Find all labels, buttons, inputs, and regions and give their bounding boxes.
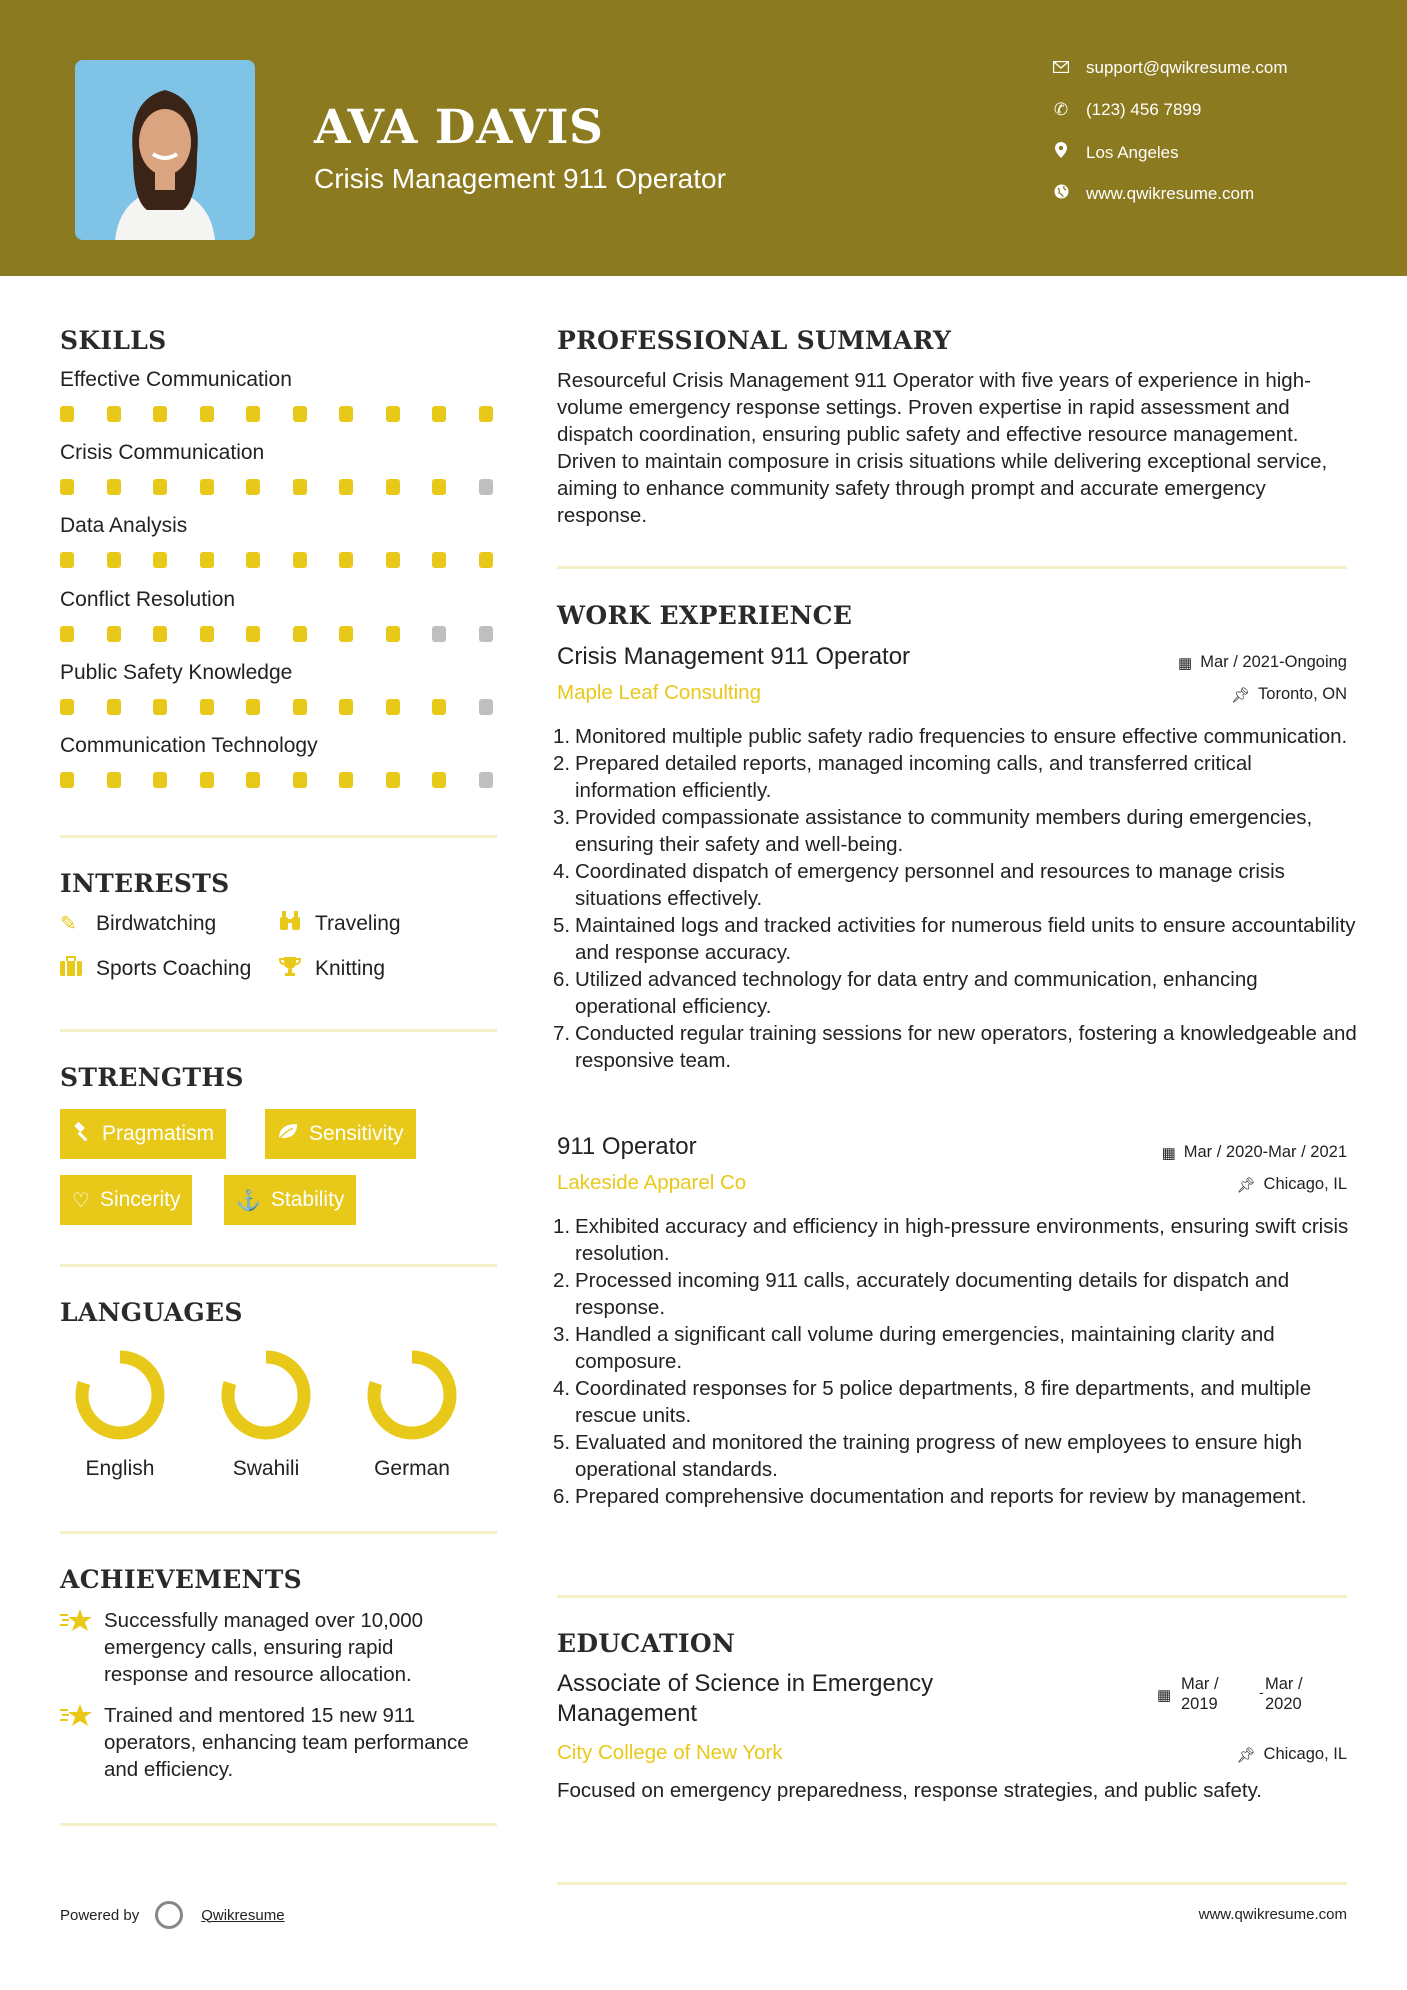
experience-heading: WORK EXPERIENCE [557,601,853,630]
strength-label: Pragmatism [102,1122,215,1145]
rating-dot [200,626,214,642]
contact-phone[interactable] [1050,100,1201,120]
interest-label: Traveling [315,912,401,935]
bullet-number: 4. [553,1377,571,1400]
candidate-title: Crisis Management 911 Operator [314,163,726,194]
bullet-number: 2. [553,1269,571,1292]
skills-heading: SKILLS [60,326,167,355]
footer-website[interactable]: www.qwikresume.com [1198,1906,1347,1923]
job-date-text: Mar / 2020-Mar / 2021 [1183,1143,1347,1161]
interest-item [279,911,401,937]
rating-dot [60,772,74,788]
bullet-text: Maintained logs and tracked activities for numerous field units to ensure accountability and response accuracy. [575,914,1356,964]
rating-dot [339,626,353,642]
rating-dot [153,552,167,568]
skill-rating [60,772,493,788]
rating-dot [479,406,493,422]
strength-badge [60,1175,192,1225]
rating-dot [386,552,400,568]
job-bullet [553,1375,1357,1429]
rating-dot [60,699,74,715]
rating-dot [386,699,400,715]
location-icon [1050,142,1072,163]
strength-badge [60,1109,226,1159]
achievements-heading: ACHIEVEMENTS [60,1565,302,1594]
divider [557,1595,1347,1598]
globe-icon [1050,184,1072,204]
bullet-text: Monitored multiple public safety radio frequencies to ensure effective communication. [575,725,1348,748]
bullet-number: 6. [553,968,571,991]
job-date-text: Mar / 2021-Ongoing [1200,653,1347,671]
bullet-number: 3. [553,806,571,829]
job-bullet [553,1321,1357,1375]
achievement-item [60,1607,480,1688]
contact-email[interactable] [1050,58,1288,78]
bullet-text: Utilized advanced technology for data entry and communication, enhancing operational efficiency. [575,968,1258,1018]
powered-by-text: Powered by [60,1906,140,1924]
language-gauge [72,1347,168,1443]
rating-dot [386,406,400,422]
rating-dot [386,479,400,495]
divider [60,1823,497,1826]
education-degree: Associate of Science in Emergency Management [557,1670,934,1727]
achievement-text: Successfully managed over 10,000 emergency calls, ensuring rapid response and resource allocation. [104,1609,424,1686]
rating-dot [246,406,260,422]
skill-name: Crisis Communication [60,441,265,465]
contact-location-text: Los Angeles [1086,142,1179,162]
pin-icon: 📌︎ [1230,686,1251,704]
rating-dot [432,699,446,715]
education-location [1236,1745,1347,1764]
skill-rating [60,479,493,495]
job-title: 911 Operator [557,1133,697,1160]
envelope-icon [1050,58,1072,78]
calendar-icon: ▦ [1161,1144,1176,1162]
job-bullet [553,804,1357,858]
rating-dot [60,406,74,422]
job-bullets [553,723,1357,1074]
bullet-number: 4. [553,860,571,883]
bullet-text: Coordinated responses for 5 police departments, 8 fire departments, and multiple rescue units. [575,1377,1312,1427]
summary-heading: PROFESSIONAL SUMMARY [557,326,952,355]
rating-dot [339,772,353,788]
interest-item [279,956,385,982]
strength-label: Sincerity [99,1188,181,1211]
rating-dot [293,626,307,642]
language-gauge [218,1347,314,1443]
rating-dot [200,479,214,495]
achievement-text: Trained and mentored 15 new 911 operators, enhancing team performance and efficiency. [104,1704,469,1781]
rating-dot [479,552,493,568]
education-heading: EDUCATION [557,1629,736,1658]
job-bullet [553,966,1357,1020]
job-date [1178,653,1347,672]
education-date-end: Mar / 2020 [1265,1675,1303,1713]
rating-dot [386,626,400,642]
pin-icon: 📌︎ [1236,1176,1256,1194]
contact-email-text: support@qwikresume.com [1086,58,1288,77]
strength-badge [224,1175,356,1225]
language-name: Swahili [232,1457,300,1480]
rating-dot [107,552,121,568]
skill-name: Public Safety Knowledge [60,660,293,684]
language-gauge-arc [374,1357,450,1433]
education-date-start: Mar / 2019 [1181,1675,1219,1713]
rating-dot [386,772,400,788]
bullet-number: 2. [553,752,571,775]
rating-dot [200,552,214,568]
heart-icon: ♡ [72,1189,90,1212]
skill-rating [60,699,493,715]
rating-dot [339,699,353,715]
rating-dot [479,626,493,642]
job-location-text: Chicago, IL [1263,1175,1347,1193]
rating-dot [200,772,214,788]
strength-badge [265,1109,416,1159]
pencil-icon: ✎ [60,913,77,935]
bullet-number: 3. [553,1323,571,1346]
job-date [1162,1143,1347,1162]
interest-label: Birdwatching [96,911,217,935]
rating-dot [200,699,214,715]
contact-phone-text: (123) 456 7899 [1086,100,1202,119]
interest-label: Knitting [315,957,386,980]
divider [557,1882,1347,1885]
rating-dot [432,552,446,568]
profile-photo [75,60,255,240]
language-name: English [85,1457,155,1480]
job-title: Crisis Management 911 Operator [557,643,911,670]
rating-dot [293,552,307,568]
anchor-icon: ⚓ [236,1189,261,1212]
rating-dot [60,552,74,568]
bullet-text: Processed incoming 911 calls, accurately documenting details for dispatch and response. [575,1269,1290,1319]
education-description: Focused on emergency preparedness, response strategies, and public safety. [557,1779,1262,1802]
leaf-icon [277,1122,299,1146]
bullet-text: Evaluated and monitored the training progress of new employees to ensure high operational standards. [575,1431,1303,1481]
rating-dot [246,699,260,715]
language-name: German [374,1457,450,1480]
brand-link[interactable]: Qwikresume [201,1906,285,1924]
calendar-icon: ▦ [1178,654,1193,672]
bullet-text: Prepared comprehensive documentation and reports for review by management. [575,1485,1307,1508]
rating-dot [153,699,167,715]
bullet-number: 5. [553,914,571,937]
strength-label: Sensitivity [309,1122,404,1145]
skill-name: Communication Technology [60,734,318,757]
interest-item [60,911,216,936]
rating-dot [246,626,260,642]
resume-header [0,0,1407,276]
job-bullet [553,912,1357,966]
interests-heading: INTERESTS [60,869,230,898]
rating-dot [432,626,446,642]
rating-dot [432,772,446,788]
divider [60,1029,497,1032]
star-icon [60,1702,104,1783]
language-gauge-arc [82,1357,158,1433]
skill-rating [60,552,493,568]
divider [60,1264,497,1267]
rating-dot [339,552,353,568]
phone-icon: ✆ [1053,100,1069,119]
gavel-icon [72,1121,92,1147]
rating-dot [153,626,167,642]
language-gauge-arc [228,1357,304,1433]
footer-powered-by [60,1901,285,1929]
rating-dot [293,479,307,495]
rating-dot [107,406,121,422]
job-bullet [553,858,1357,912]
date-separator: - [1259,1684,1264,1700]
rating-dot [293,772,307,788]
rating-dot [60,479,74,495]
rating-dot [246,552,260,568]
language-item [357,1347,467,1481]
qwikresume-logo-icon [155,1901,183,1929]
job-bullet [553,1020,1357,1074]
rating-dot [153,479,167,495]
job-location [1231,685,1347,704]
job-bullet [553,1429,1357,1483]
job-location [1236,1175,1347,1194]
rating-dot [479,479,493,495]
briefcase-icon [60,956,86,982]
job-company: Maple Leaf Consulting [557,681,761,704]
rating-dot [339,479,353,495]
job-location-text: Toronto, ON [1258,685,1347,703]
skill-rating [60,626,493,642]
bullet-text: Conducted regular training sessions for new operators, fostering a knowledgeable and responsive team. [575,1022,1357,1072]
bullet-number: 5. [553,1431,571,1454]
job-company: Lakeside Apparel Co [557,1171,747,1194]
language-item [65,1347,175,1481]
bullet-number: 6. [553,1485,571,1508]
divider [557,566,1347,569]
rating-dot [246,772,260,788]
skill-name: Effective Communication [60,368,292,391]
summary-text: Resourceful Crisis Management 911 Operator with five years of experience in high-volume emergency response settings. Proven expertise in rapid assessment and dispatch coordination, ensuring public safety and effective resource management. Driven to maintain composure in crisis situations while delivering exceptional service, aiming to enhance community safety through prompt and accurate emergency response. [557,369,1328,527]
strength-label: Stability [270,1188,345,1211]
rating-dot [107,479,121,495]
strengths-heading: STRENGTHS [60,1063,244,1092]
education-school: City College of New York [557,1741,783,1764]
divider [60,1531,497,1534]
contact-website-text: www.qwikresume.com [1086,184,1255,203]
job-bullet [553,750,1357,804]
trophy-icon [279,956,305,982]
skill-name: Conflict Resolution [60,587,236,611]
candidate-name: AVA DAVIS [314,100,604,155]
rating-dot [479,772,493,788]
rating-dot [200,406,214,422]
pin-icon: 📌︎ [1236,1746,1256,1764]
skill-name: Data Analysis [60,514,188,538]
skill-rating [60,406,493,422]
rating-dot [339,406,353,422]
language-item [211,1347,321,1481]
job-bullet [553,1213,1357,1267]
rating-dot [107,772,121,788]
bullet-number: 1. [553,1215,571,1238]
rating-dot [107,626,121,642]
rating-dot [293,406,307,422]
contact-website[interactable] [1050,184,1254,204]
contact-location [1050,142,1179,163]
job-bullet [553,1483,1357,1510]
rating-dot [246,479,260,495]
rating-dot [153,406,167,422]
bullet-text: Provided compassionate assistance to community members during emergencies, ensuring their safety and well-being. [575,806,1313,856]
bullet-text: Coordinated dispatch of emergency personnel and resources to manage crisis situations effectively. [575,860,1285,910]
bullet-number: 7. [553,1022,571,1045]
calendar-icon: ▦ [1157,1687,1172,1704]
rating-dot [107,699,121,715]
job-bullet [553,723,1357,750]
bullet-text: Handled a significant call volume during emergencies, maintaining clarity and composure. [575,1323,1275,1373]
rating-dot [432,479,446,495]
interest-label: Sports Coaching [96,957,252,980]
interest-item [60,956,251,982]
education-location-text: Chicago, IL [1263,1745,1347,1763]
achievement-item [60,1702,480,1783]
rating-dot [293,699,307,715]
job-bullets [553,1213,1357,1510]
rating-dot [60,626,74,642]
star-icon [60,1607,104,1688]
binoculars-icon [279,911,305,937]
bullet-number: 1. [553,725,571,748]
rating-dot [153,772,167,788]
bullet-text: Prepared detailed reports, managed incoming calls, and transferred critical information efficiently. [575,752,1252,802]
rating-dot [432,406,446,422]
language-gauge [364,1347,460,1443]
rating-dot [479,699,493,715]
divider [60,835,497,838]
languages-heading: LANGUAGES [60,1298,243,1327]
bullet-text: Exhibited accuracy and efficiency in high-pressure environments, ensuring swift crisis resolution. [575,1215,1349,1265]
job-bullet [553,1267,1357,1321]
